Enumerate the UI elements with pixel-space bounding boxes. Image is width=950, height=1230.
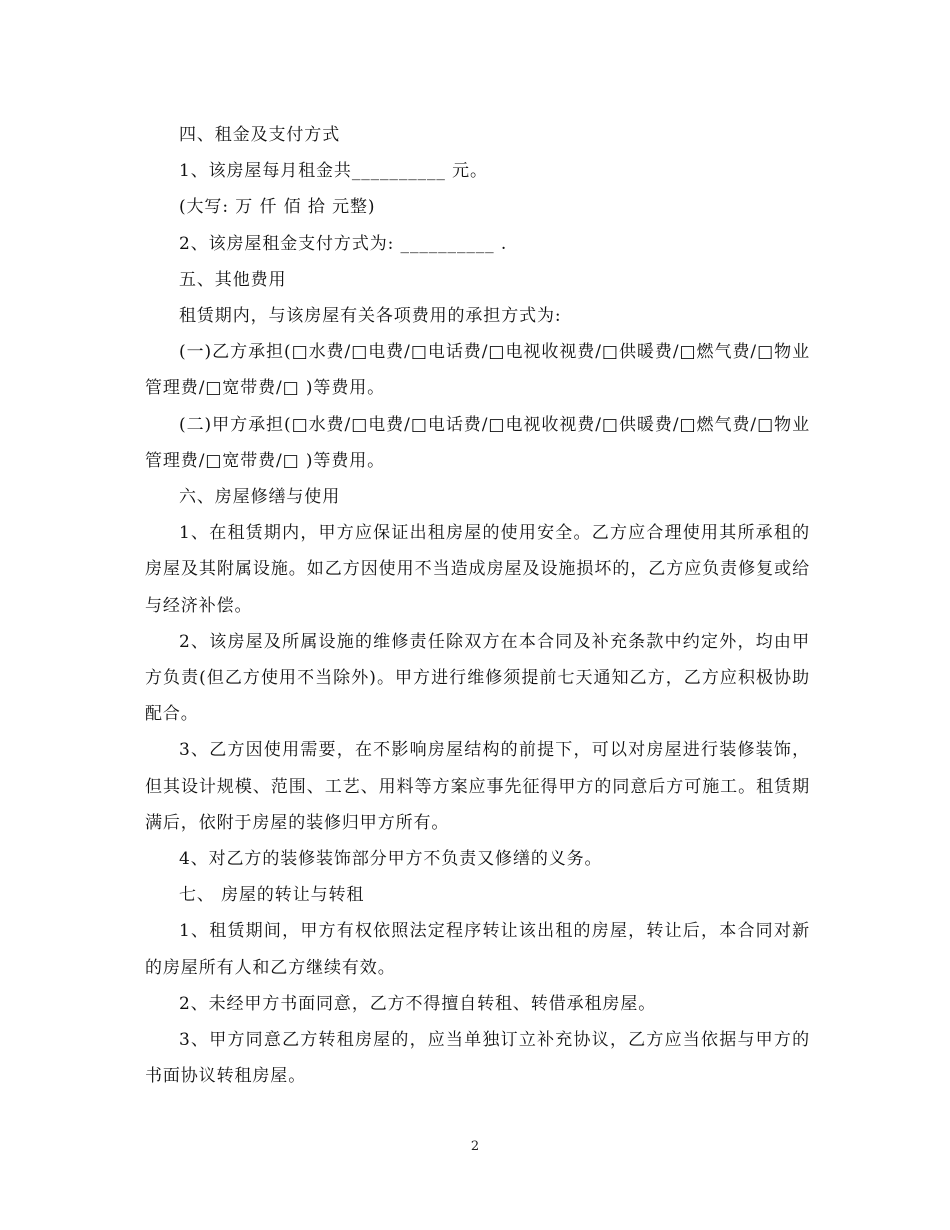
- fees-intro: 租赁期内，与该房屋有关各项费用的承担方式为:: [179, 306, 562, 327]
- rent-amount-uppercase: (大写: 万 仟 佰 拾 元整): [179, 197, 376, 218]
- repair-clause-3: 3、乙方因使用需要，在不影响房屋结构的前提下，可以对房屋进行装修装饰，但其设计规模、范围、工艺、用料等方案应事先征得甲方的同意后方可施工。租赁期满后，依附于房屋的装修归甲方所有。: [145, 740, 810, 833]
- section-heading-transfer: 七、 房屋的转让与转租: [179, 885, 365, 906]
- transfer-clause-1: 1、租赁期间，甲方有权依照法定程序转让该出租的房屋，转让后，本合同对新的房屋所有人和乙方继续有效。: [145, 921, 810, 978]
- transfer-clause-3: 3、甲方同意乙方转租房屋的，应当单独订立补充协议，乙方应当依据与甲方的书面协议转租房屋。: [145, 1030, 810, 1087]
- page-number: 2: [470, 1139, 480, 1154]
- section-heading-other-fees: 五、其他费用: [179, 269, 287, 290]
- rent-payment-method-clause: 2、该房屋租金支付方式为: __________ .: [179, 233, 508, 254]
- repair-clause-2: 2、该房屋及所属设施的维修责任除双方在本合同及补充条款中约定外，均由甲方负责(但乙方使用不当除外)。甲方进行维修须提前七天通知乙方，乙方应积极协助配合。: [145, 631, 810, 725]
- repair-clause-4: 4、对乙方的装修装饰部分甲方不负责又修缮的义务。: [179, 849, 603, 870]
- rent-amount-clause: 1、该房屋每月租金共__________ 元。: [179, 161, 488, 182]
- repair-clause-1: 1、在租赁期内，甲方应保证出租房屋的使用安全。乙方应合理使用其所承租的房屋及其附属设施。如乙方因使用不当造成房屋及设施损坏的，乙方应负责修复或给与经济补偿。: [145, 523, 810, 616]
- section-heading-rent: 四、租金及支付方式: [179, 125, 341, 145]
- transfer-clause-2: 2、未经甲方书面同意，乙方不得擅自转租、转借承租房屋。: [179, 993, 657, 1014]
- landlord-fees-clause: (二)甲方承担(□水费/□电费/□电话费/□电视收视费/□供暖费/□燃气费/□物业管理费/□宽带费/□ )等费用。: [145, 414, 810, 471]
- document-body: [145, 117, 810, 1094]
- tenant-fees-clause: (一)乙方承担(□水费/□电费/□电话费/□电视收视费/□供暖费/□燃气费/□物业管理费/□宽带费/□ )等费用。: [145, 342, 810, 399]
- section-heading-repair: 六、房屋修缮与使用: [179, 487, 341, 508]
